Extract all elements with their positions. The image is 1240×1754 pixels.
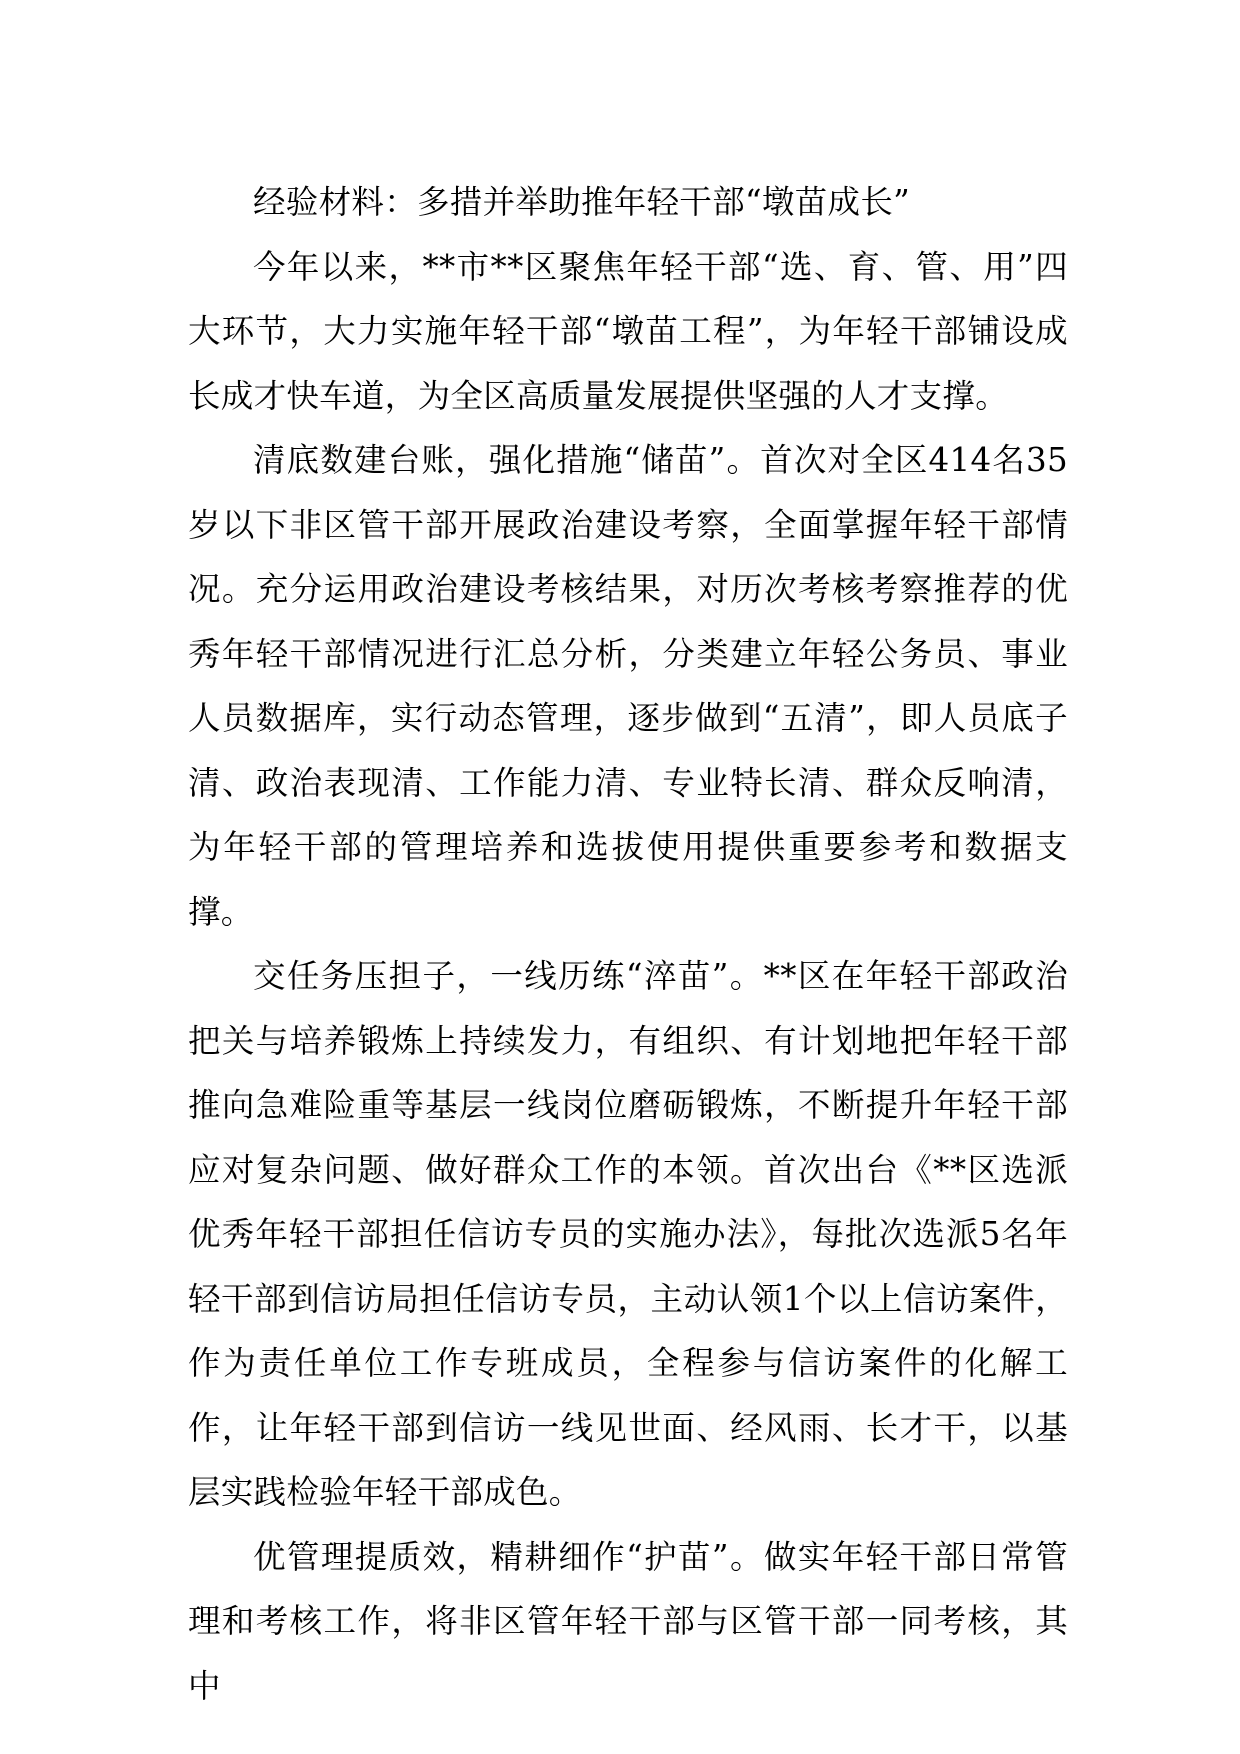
document-title: 经验材料：多措并举助推年轻干部“墩苗成长” [253,183,911,221]
paragraph-temper-seedlings: 交任务压担子，一线历练“淬苗”。**区在年轻干部政治把关与培养锻炼上持续发力，有组织、有计划地把年轻干部推向急难险重等基层一线岗位磨砺锻炼，不断提升年轻干部应对复杂问题、做好群众工作的本领。首次出台《**区选派优秀年轻干部担任信访专员的实施办法》，每批次选派5名年轻干部到信访局担任信访专员，主动认领1个以上信访案件，作为责任单位工作专班成员，全程参与信访案件的化解工作，让年轻干部到信访一线见世面、经风雨、长才干，以基层实践检验年轻干部成色。 [188,957,1068,1511]
paragraph-intro: 今年以来，**市**区聚焦年轻干部“选、育、管、用”四大环节，大力实施年轻干部“墩苗工程”，为年轻干部铺设成长成才快车道，为全区高质量发展提供坚强的人才支撑。 [188,247,1068,415]
paragraph-protect-seedlings: 优管理提质效，精耕细作“护苗”。做实年轻干部日常管理和考核工作，将非区管年轻干部与区管干部一同考核，其中 [188,1537,1068,1705]
paragraph-store-seedlings: 清底数建台账，强化措施“储苗”。首次对全区414名35岁以下非区管干部开展政治建设考察，全面掌握年轻干部情况。充分运用政治建设考核结果，对历次考核考察推荐的优秀年轻干部情况进行汇总分析，分类建立年轻公务员、事业人员数据库，实行动态管理，逐步做到“五清”，即人员底子清、政治表现清、工作能力清、专业特长清、群众反响清，为年轻干部的管理培养和选拔使用提供重要参考和数据支撑。 [188,441,1068,931]
document-body [188,170,1068,1718]
